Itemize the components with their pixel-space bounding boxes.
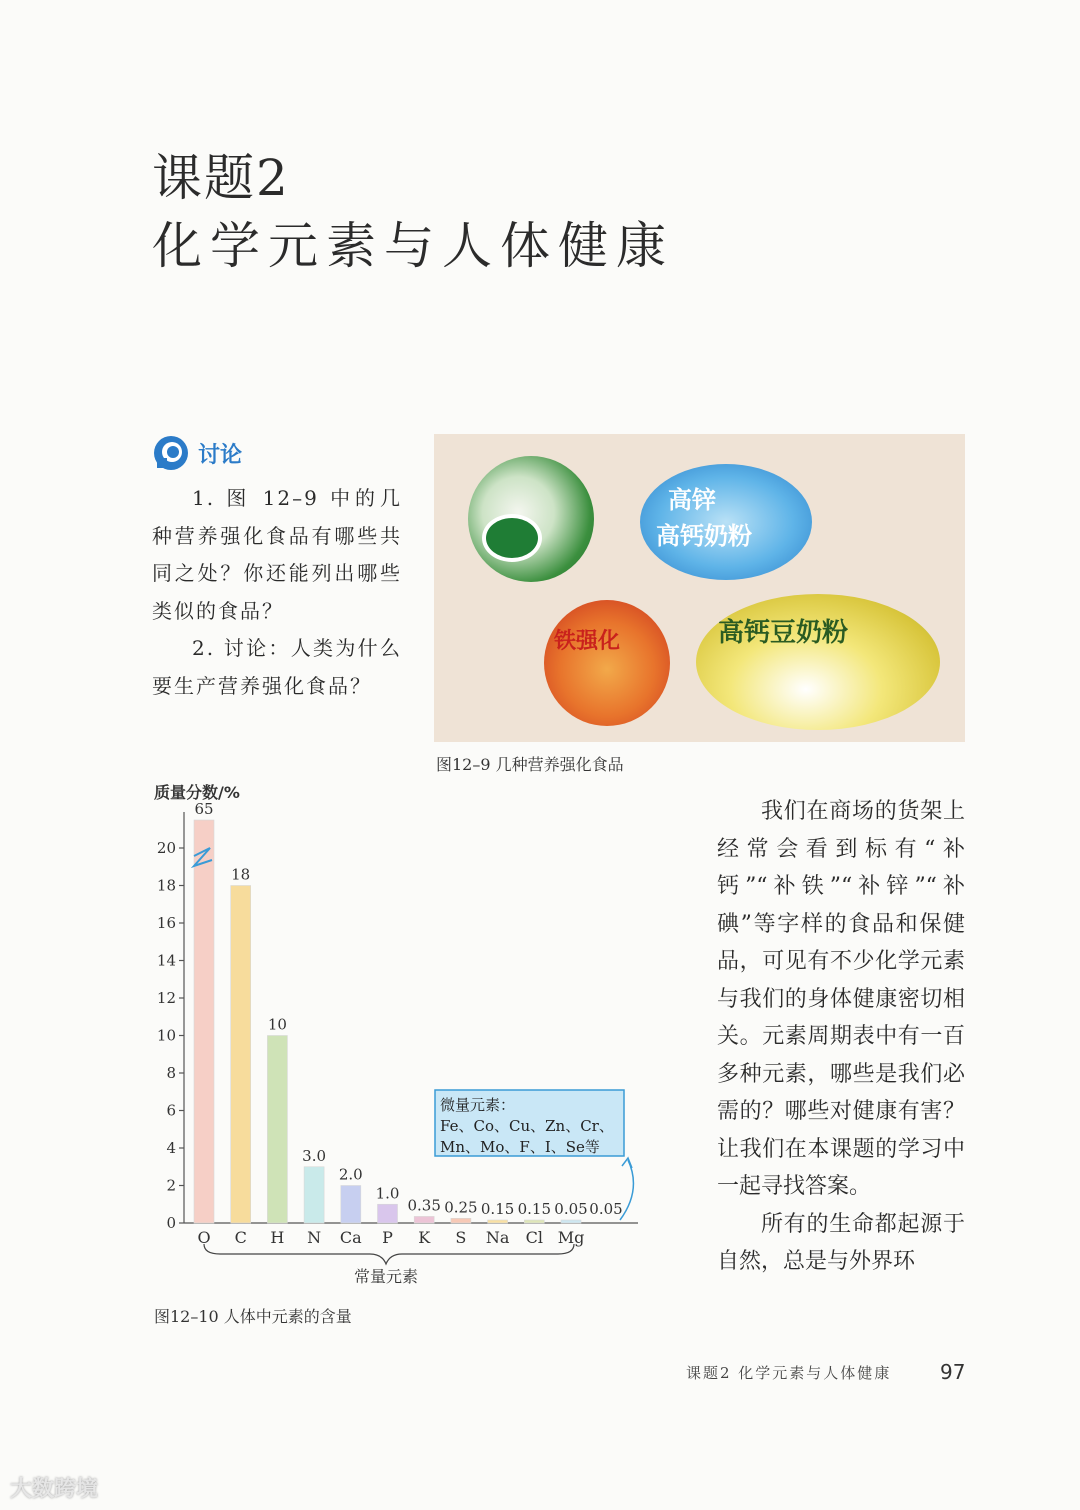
macro-element-bracket [204, 1244, 574, 1264]
y-tick-label: 16 [156, 914, 176, 932]
body-paragraph-2: 所有的生命都起源于自然，总是与外界环 [717, 1211, 965, 1274]
x-label-c: C [234, 1228, 247, 1247]
x-label-n: N [307, 1228, 322, 1247]
y-tick-label: 18 [156, 876, 176, 895]
element-content-chart [150, 780, 640, 1290]
figure-12-9-caption: 图12–9 几种营养强化食品 [436, 755, 624, 774]
photo-text-soy-milk: 高钙豆奶粉 [718, 618, 849, 648]
question-2: 2. 讨论：人类为什么要生产营养强化食品？ [152, 636, 402, 698]
body-paragraph-1: 我们在商场的货架上经常会看到标有“补钙”“补铁”“补锌”“补碘”等字样的食品和保健品，可见有不少化学元素与我们的身体健康密切相关。元素周期表中有一百多种元素，哪些是我们必需的？哪些对健康有害？让我们在本课题的学习中一起寻找答案。 [717, 799, 965, 1199]
y-tick-label: 20 [156, 839, 176, 857]
bar-h [267, 1036, 287, 1224]
x-label-k: K [418, 1228, 431, 1247]
bar-n [304, 1167, 324, 1223]
photo-oval-iron [544, 600, 670, 726]
x-label-s: S [455, 1228, 467, 1247]
trace-box-line2: Mn、Mo、F、I、Se等 [440, 1138, 600, 1156]
bars [194, 820, 581, 1223]
lesson-title: 化学元素与人体健康 [152, 217, 674, 275]
discussion-questions [152, 480, 402, 705]
value-label-s: 0.25 [444, 1198, 478, 1217]
value-label-n: 3.0 [302, 1146, 327, 1165]
value-label-na: 0.15 [480, 1200, 515, 1218]
x-label-na: Na [485, 1228, 510, 1247]
bar-k [414, 1216, 434, 1223]
bar-c [231, 886, 251, 1224]
y-tick-label: 2 [166, 1176, 176, 1195]
running-footer: 课题2 化学元素与人体健康 [686, 1364, 892, 1382]
food-photo-panel [434, 434, 965, 742]
photo-text-zinc: 高锌 [668, 486, 716, 514]
x-axis-labels [197, 1228, 584, 1247]
photo-text-iron: 铁强化 [554, 629, 621, 654]
x-label-p: P [382, 1228, 393, 1247]
value-label-p: 1.0 [375, 1184, 400, 1203]
value-label-cl: 0.15 [517, 1200, 552, 1218]
value-label-c: 18 [231, 865, 251, 884]
value-label-k: 0.35 [407, 1196, 441, 1215]
question-1: 1. 图 12–9 中的几种营养强化食品有哪些共同之处？你还能列出哪些类似的食品？ [152, 486, 402, 623]
bracket-label: 常量元素 [353, 1267, 419, 1286]
discussion-heading [152, 434, 242, 472]
y-tick-label: 0 [166, 1214, 176, 1232]
bar-na [488, 1220, 508, 1223]
discussion-label: 讨论 [198, 442, 243, 468]
y-tick-label: 8 [166, 1064, 176, 1082]
value-label-h: 10 [267, 1015, 287, 1034]
bar-o [194, 820, 214, 1223]
y-tick-label: 10 [156, 1026, 176, 1045]
value-label-ca: 2.0 [338, 1165, 363, 1184]
bar-ca [341, 1186, 361, 1224]
value-label-mg: 0.05 [554, 1200, 588, 1218]
trace-box-title: 微量元素： [440, 1096, 516, 1114]
y-tick-label: 4 [166, 1139, 176, 1157]
x-label-o: O [197, 1228, 211, 1247]
value-label-trace: 0.05 [589, 1200, 623, 1218]
bar-p [378, 1204, 398, 1223]
trace-element-box [435, 1090, 624, 1156]
page-number: 97 [940, 1360, 966, 1384]
x-label-mg: Mg [557, 1228, 585, 1247]
x-label-h: H [270, 1228, 285, 1247]
bar-s [451, 1218, 471, 1223]
green-leaf-shape [482, 514, 542, 562]
x-label-ca: Ca [339, 1228, 362, 1247]
photo-oval-soy-milk [696, 594, 940, 730]
y-tick-label: 6 [166, 1101, 176, 1120]
bar-mg [561, 1220, 581, 1223]
y-tick-label: 14 [156, 951, 176, 970]
y-axis-label: 质量分数/% [154, 783, 240, 802]
photo-oval-calcium-powder [640, 464, 812, 580]
watermark: 大数跨境 [10, 1477, 99, 1502]
figure-12-10-caption: 图12–10 人体中元素的含量 [154, 1307, 352, 1326]
lesson-number: 课题2 [152, 149, 290, 207]
x-label-cl: Cl [525, 1228, 543, 1247]
photo-text-calcium-milk: 高钙奶粉 [656, 522, 752, 550]
discussion-icon [152, 434, 190, 472]
y-axis-ticks [157, 839, 184, 1232]
trace-box-line1: Fe、Co、Cu、Zn、Cr、 [440, 1117, 614, 1135]
y-tick-label: 12 [156, 989, 176, 1007]
value-label-o: 65 [194, 800, 214, 818]
body-text [717, 793, 965, 1281]
photo-oval-zinc [468, 456, 594, 582]
bar-cl [524, 1220, 544, 1223]
